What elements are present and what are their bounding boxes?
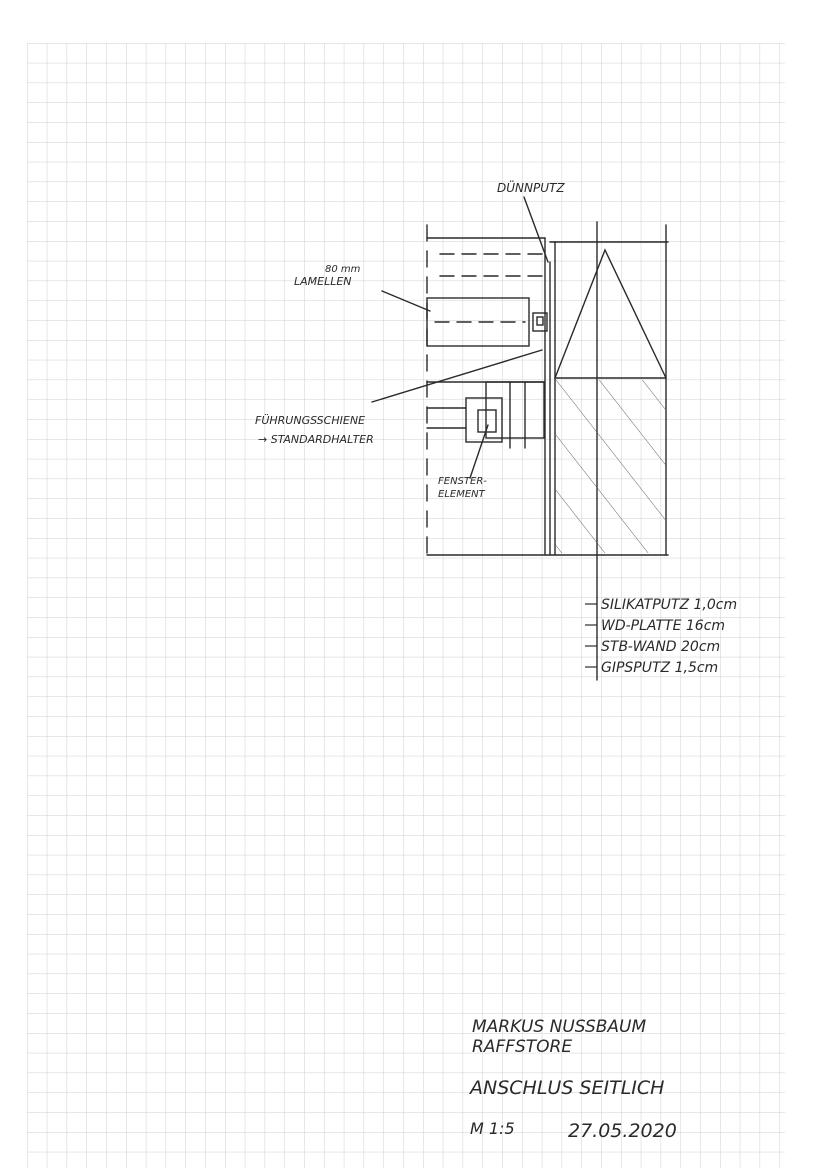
title-project: RAFFSTORE: [472, 1037, 573, 1057]
title-author: MARKUS NUSSBAUM: [472, 1017, 647, 1037]
duennputz-label: DÜNNPUTZ: [497, 181, 565, 195]
standardhalter-label: → STANDARDHALTER: [258, 433, 374, 446]
title-scale: M 1:5: [470, 1119, 515, 1138]
fenster-label-line1: FENSTER-: [438, 476, 487, 487]
layer-label-silikatputz: SILIKATPUTZ 1,0cm: [601, 597, 738, 613]
layer-label-gipsputz: GIPSPUTZ 1,5cm: [601, 660, 719, 676]
layer-label-wd-platte: WD-PLATTE 16cm: [601, 618, 726, 634]
title-date: 27.05.2020: [568, 1120, 677, 1142]
fuehrungsschiene-label: FÜHRUNGSSCHIENE: [255, 414, 365, 427]
layer-label-stb-wand: STB-WAND 20cm: [601, 639, 721, 655]
fenster-label-line2: ELEMENT: [438, 489, 485, 500]
lamellen-label: LAMELLEN: [294, 275, 352, 288]
title-drawing: ANSCHLUS SEITLICH: [470, 1077, 665, 1099]
concrete-wall-hatch: [556, 380, 665, 553]
lamellen-size-label: 80 mm: [325, 264, 361, 275]
